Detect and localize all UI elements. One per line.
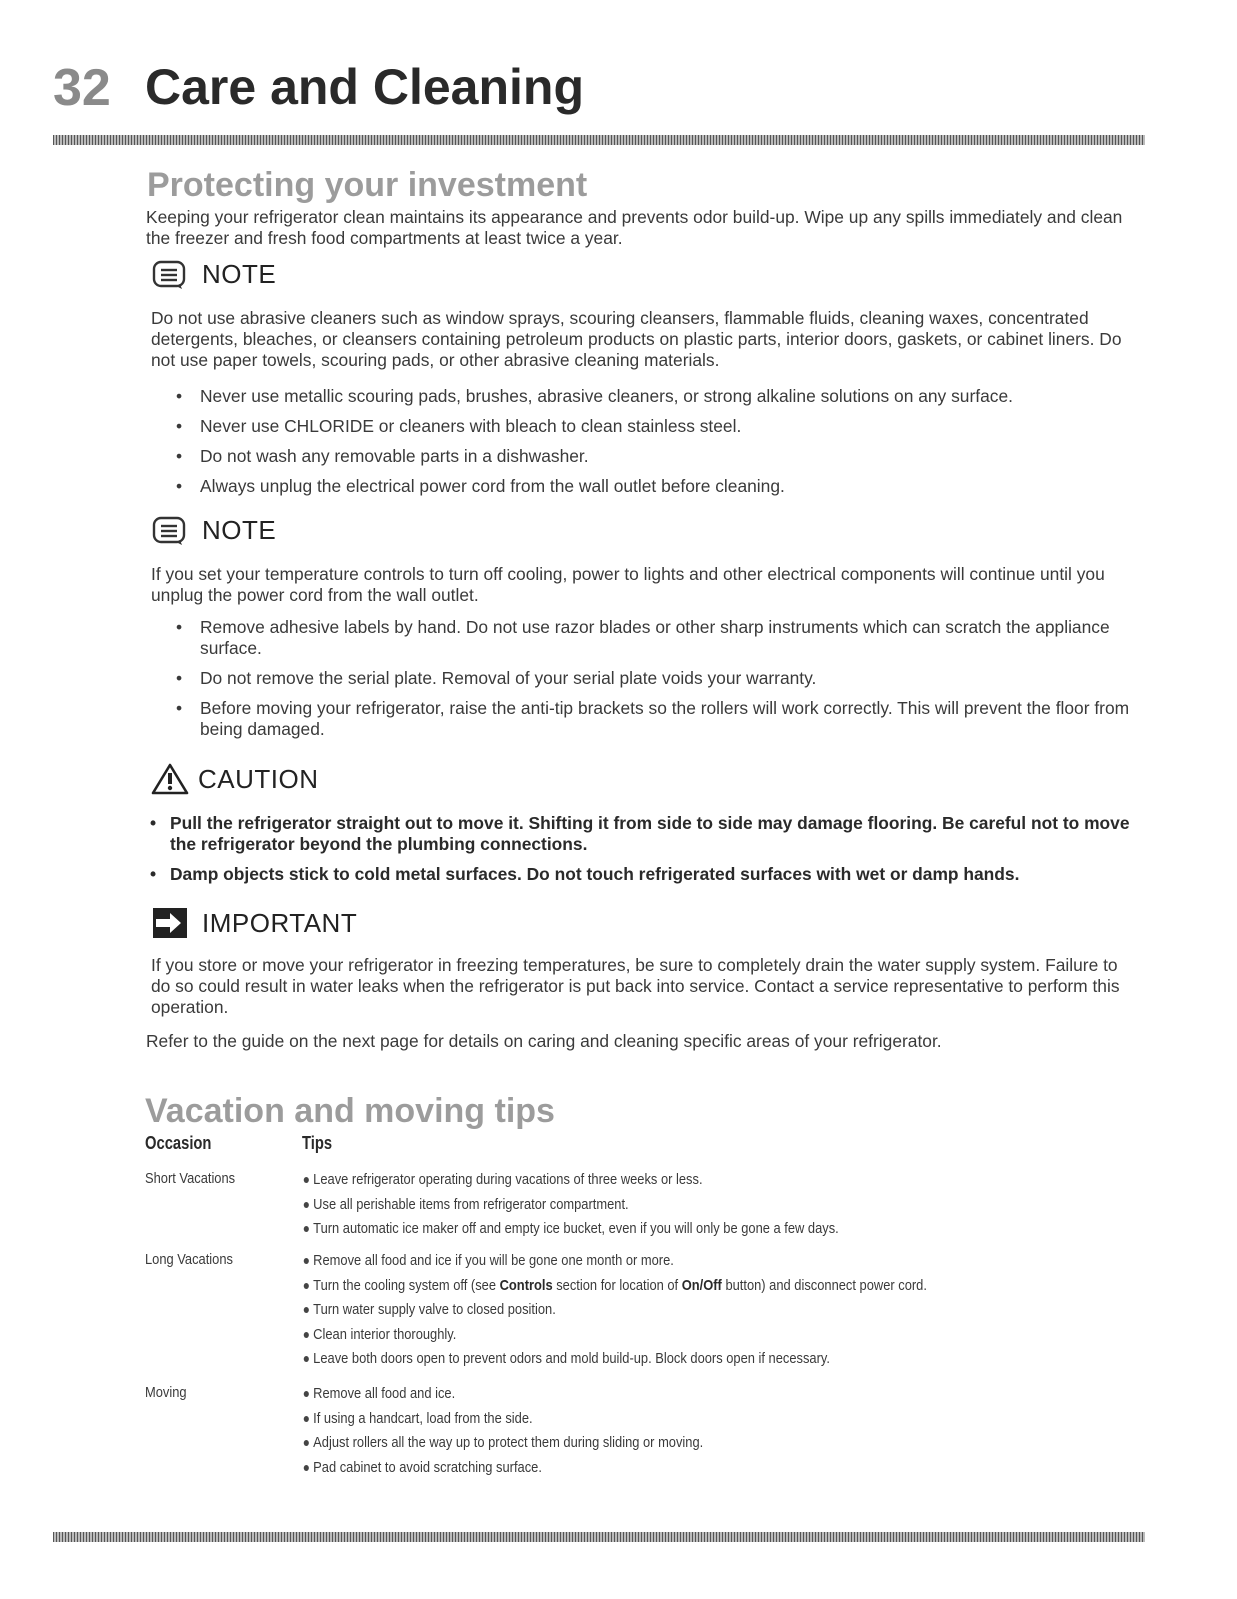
list-item: • Never use CHLORIDE or cleaners with bleach to clean stainless steel. (174, 416, 1144, 437)
list-item: Leave refrigerator operating during vacations of three weeks or less. (302, 1168, 839, 1193)
list-item: Remove all food and ice if you will be gone one month or more. (302, 1249, 927, 1274)
note-icon (152, 516, 188, 546)
moving-tips (302, 1382, 703, 1480)
column-header-tips: Tips (302, 1133, 333, 1153)
short-vacation-tips (302, 1168, 839, 1242)
list-item: • Pull the refrigerator straight out to move it. Shifting it from side to side may damage flooring. Be careful not to move the refrigerator beyond the plumbing connections. (148, 813, 1138, 855)
list-item: Turn water supply valve to closed position. (302, 1298, 927, 1323)
tip-text: Turn the cooling system off (see (313, 1276, 500, 1294)
note-label: NOTE (202, 515, 277, 545)
column-header-occasion: Occasion (145, 1133, 212, 1153)
refer-text: Refer to the guide on the next page for details on caring and cleaning specific areas of your refrigerator. (146, 1031, 942, 1051)
note-header-2 (152, 515, 276, 546)
protecting-intro: Keeping your refrigerator clean maintains its appearance and prevents odor build-up. Wipe up any spills immediately and clean the freezer and fresh food compartments at least twice a year. (146, 207, 1123, 248)
onoff-reference: On/Off (681, 1276, 722, 1294)
occasion-short-vacations: Short Vacations (145, 1170, 236, 1187)
list-item: Pad cabinet to avoid scratching surface. (302, 1456, 703, 1481)
list-item: Use all perishable items from refrigerator compartment. (302, 1193, 839, 1218)
list-item: Clean interior thoroughly. (302, 1323, 927, 1348)
list-item: • Damp objects stick to cold metal surfaces. Do not touch refrigerated surfaces with wet or damp hands. (148, 864, 1138, 885)
note1-bullet-list (174, 386, 1144, 506)
long-vacation-tips (302, 1249, 927, 1372)
note-header-1 (152, 259, 276, 290)
page-title: Care and Cleaning (145, 59, 584, 115)
occasion-moving: Moving (145, 1384, 187, 1401)
footer-divider (53, 1532, 1145, 1542)
list-item: • Always unplug the electrical power cord from the wall outlet before cleaning. (174, 476, 1144, 497)
tip-text: button) and disconnect power cord. (721, 1276, 927, 1294)
caution-warning-icon (150, 762, 190, 796)
controls-reference: Controls (499, 1276, 553, 1294)
section-heading-protecting: Protecting your investment (147, 166, 588, 204)
list-item: Leave both doors open to prevent odors and mold build-up. Block doors open if necessary. (302, 1347, 927, 1372)
section-heading-vacation: Vacation and moving tips (145, 1092, 555, 1130)
occasion-long-vacations: Long Vacations (145, 1251, 233, 1268)
caution-bullet-list (148, 813, 1138, 894)
important-header (152, 906, 357, 940)
list-item: Remove all food and ice. (302, 1382, 703, 1407)
arrow-right-icon (152, 906, 188, 940)
caution-label: CAUTION (198, 763, 319, 794)
important-label: IMPORTANT (202, 907, 358, 938)
note-icon (152, 260, 188, 290)
list-item (302, 1274, 927, 1299)
header-divider (53, 135, 1145, 145)
list-item: • Never use metallic scouring pads, brushes, abrasive cleaners, or strong alkaline solutions on any surface. (174, 386, 1144, 407)
caution-header (150, 762, 319, 796)
page-number: 32 (53, 59, 111, 117)
list-item: • Before moving your refrigerator, raise the anti-tip brackets so the rollers will work correctly. This will prevent the floor from being damaged. (174, 698, 1144, 740)
tip-text: section for location of (552, 1276, 682, 1294)
list-item: Adjust rollers all the way up to protect them during sliding or moving. (302, 1431, 703, 1456)
note2-text: If you set your temperature controls to turn off cooling, power to lights and other electrical components will continue until you unplug the power cord from the wall outlet. (151, 564, 1105, 605)
note2-bullet-list (174, 617, 1144, 749)
list-item: If using a handcart, load from the side. (302, 1407, 703, 1432)
list-item: Turn automatic ice maker off and empty ice bucket, even if you will only be gone a few days. (302, 1217, 839, 1242)
note-label: NOTE (202, 259, 277, 289)
list-item: • Remove adhesive labels by hand. Do not use razor blades or other sharp instruments which can scratch the appliance surface. (174, 617, 1144, 659)
important-text: If you store or move your refrigerator in freezing temperatures, be sure to completely drain the water supply system. Failure to do so could result in water leaks when the refrigerator is put back into service. Contact a service representative to perform this operation. (151, 955, 1120, 1017)
list-item: • Do not remove the serial plate. Removal of your serial plate voids your warranty. (174, 668, 1144, 689)
note1-text: Do not use abrasive cleaners such as window sprays, scouring cleansers, flammable fluids, cleaning waxes, concentrated detergents, bleaches, or cleansers containing petroleum products on plastic parts, interior doors, gaskets, or cabinet liners. Do not use paper towels, scouring pads, or other abrasive cleaning materials. (151, 308, 1122, 370)
list-item: • Do not wash any removable parts in a dishwasher. (174, 446, 1144, 467)
